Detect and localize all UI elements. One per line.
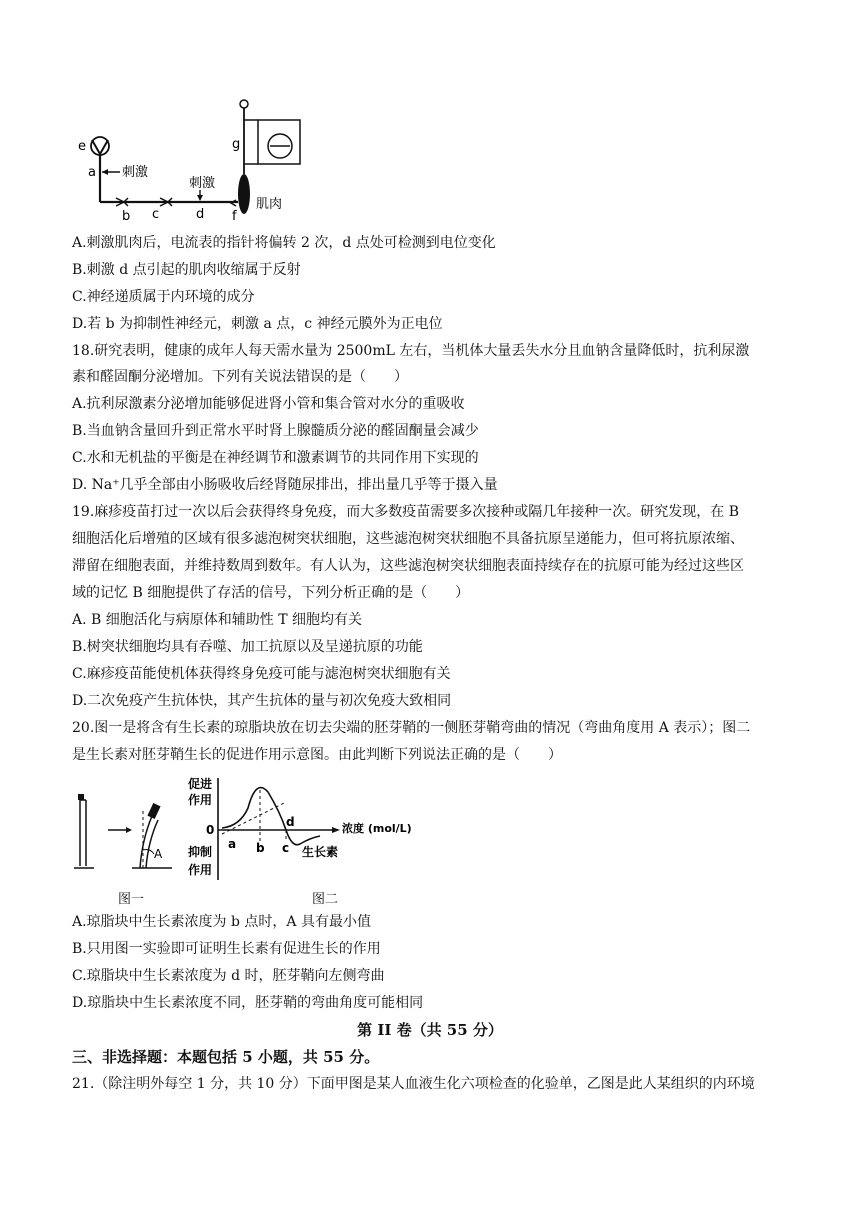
- label-stimulus-1: 刺激: [122, 165, 149, 180]
- fig1-angle-label: A: [154, 847, 163, 861]
- fig2-tick-b: b: [256, 841, 265, 855]
- reflex-arc-diagram: [72, 96, 312, 224]
- fig2-x-label: 浓度 (mol/L): [342, 822, 412, 835]
- q19-stem-line2: 细胞活化后增殖的区域有很多滤泡树突状细胞，这些滤泡树突状细胞不具备抗原呈递能力，但可将抗原浓缩、: [72, 531, 744, 547]
- label-muscle: 肌肉: [256, 197, 283, 212]
- q20-option-a: A.琼脂块中生长素浓度为 b 点时，A 具有最小值: [72, 914, 371, 930]
- q17-option-c: C.神经递质属于内环境的成分: [72, 289, 255, 305]
- q20-option-d: D.琼脂块中生长素浓度不同，胚芽鞘的弯曲角度可能相同: [72, 995, 424, 1011]
- section3-title: 三、非选择题：本题包括 5 小题，共 55 分。: [72, 1048, 380, 1066]
- q20-stem-line1: 20.图一是将含有生长素的琼脂块放在切去尖端的胚芽鞘的一侧胚芽鞘弯曲的情况（弯曲角度用 A 表示）；图二: [72, 720, 751, 736]
- fig2-zero: 0: [206, 823, 215, 837]
- part2-title: 第 II 卷（共 55 分）: [357, 1021, 503, 1039]
- q20-stem-line2: 是生长素对胚芽鞘生长的促进作用示意图。由此判断下列说法正确的是（ ）: [72, 747, 562, 763]
- q19-stem-line4: 域的记忆 B 细胞提供了存活的信号，下列分析正确的是（ ）: [72, 585, 470, 601]
- label-f: f: [232, 209, 237, 224]
- q19-stem-line3: 滞留在细胞表面，并维持数周到数年。有人认为，这些滤泡树突状细胞表面持续存在的抗原可能为经过这些区: [72, 558, 744, 574]
- q20-option-c: C.琼脂块中生长素浓度为 d 时，胚芽鞘向左侧弯曲: [72, 968, 385, 984]
- q19-option-a: A. B 细胞活化与病原体和辅助性 T 细胞均有关: [72, 612, 362, 628]
- q19-option-d: D.二次免疫产生抗体快，其产生抗体的量与初次免疫大致相同: [72, 693, 452, 709]
- q19-option-c: C.麻疹疫苗能使机体获得终身免疫可能与滤泡树突状细胞有关: [72, 666, 451, 682]
- q19-stem-line1: 19.麻疹疫苗打过一次以后会获得终身免疫，而大多数疫苗需要多次接种或隔几年接种一次。研究发现，在 B: [72, 504, 740, 520]
- label-b: b: [122, 209, 131, 224]
- label-g: g: [232, 137, 241, 152]
- label-a: a: [88, 165, 96, 180]
- figure-one-caption: 图一: [118, 892, 145, 907]
- fig2-tick-c: c: [282, 841, 290, 855]
- q17-option-b: B.刺激 d 点引起的肌肉收缩属于反射: [72, 262, 301, 278]
- fig2-tick-a: a: [228, 837, 237, 851]
- label-d: d: [196, 207, 205, 222]
- q18-option-d: D. Na⁺几乎全部由小肠吸收后经肾随尿排出，排出量几乎等于摄入量: [72, 477, 498, 493]
- q20-option-b: B.只用图一实验即可证明生长素有促进生长的作用: [72, 941, 381, 957]
- figure-one-coleoptile: [72, 790, 182, 872]
- fig2-promote-2: 作用: [188, 793, 213, 807]
- q19-option-b: B.树突状细胞均具有吞噬、加工抗原以及呈递抗原的功能: [72, 639, 423, 655]
- q18-stem-line2: 素和醛固酮分泌增加。下列有关说法错误的是（ ）: [72, 369, 408, 385]
- q18-option-a: A.抗利尿激素分泌增加能够促进肾小管和集合管对水分的重吸收: [72, 396, 465, 412]
- q17-option-a: A.刺激肌肉后，电流表的指针将偏转 2 次，d 点处可检测到电位变化: [72, 235, 496, 251]
- q18-stem-line1: 18.研究表明，健康的成年人每天需水量为 2500mL 左右，当机体大量丢失水分且血钠含量降低时，抗利尿激: [72, 343, 750, 359]
- q21-stem-line1: 21.（除注明外每空 1 分，共 10 分）下面甲图是某人血液生化六项检查的化验单，乙图是此人某组织的内环境: [72, 1076, 755, 1092]
- fig2-promote-1: 促进: [188, 777, 213, 791]
- fig2-inhibit-2: 作用: [188, 863, 213, 877]
- figure-two-caption: 图二: [312, 892, 339, 907]
- q18-option-c: C.水和无机盐的平衡是在神经调节和激素调节的共同作用下实现的: [72, 450, 479, 466]
- fig2-inhibit-1: 抑制: [188, 845, 213, 859]
- fig2-curve-label: 生长素: [302, 845, 339, 859]
- q17-option-d: D.若 b 为抑制性神经元，刺激 a 点，c 神经元膜外为正电位: [72, 316, 443, 332]
- label-c: c: [152, 207, 160, 222]
- q18-option-b: B.当血钠含量回升到正常水平时肾上腺髓质分泌的醛固酮量会减少: [72, 423, 479, 439]
- label-e: e: [78, 139, 86, 154]
- figure-two-auxin-curve: [182, 772, 422, 884]
- label-stimulus-2: 刺激: [189, 176, 216, 191]
- fig2-tick-d: d: [286, 815, 295, 829]
